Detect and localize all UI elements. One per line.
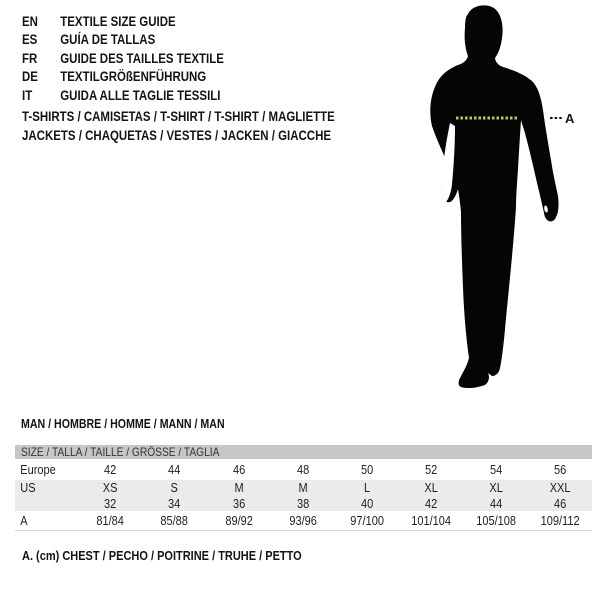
language-label: GUÍA DE TALLAS xyxy=(60,32,156,48)
language-row xyxy=(22,31,224,49)
measurement-footnote: A. (cm) CHEST / PECHO / POITRINE / TRUHE / PETTO xyxy=(22,549,302,563)
language-label: TEXTILGRÖßENFÜHRUNG xyxy=(60,69,207,85)
size-cell: 44 xyxy=(168,462,181,477)
size-cell: 54 xyxy=(489,462,502,477)
size-cell: 44 xyxy=(489,496,502,511)
size-table xyxy=(15,445,592,531)
size-cell: 56 xyxy=(553,462,566,477)
language-code: EN xyxy=(22,14,38,29)
size-cell: 36 xyxy=(232,496,245,511)
table-row-numeric xyxy=(15,496,592,511)
language-label: GUIDE DES TAILLES TEXTILE xyxy=(60,50,224,66)
language-row xyxy=(22,13,224,31)
size-cell: 46 xyxy=(553,496,566,511)
size-table-header xyxy=(15,445,592,459)
man-body-shape xyxy=(430,5,558,388)
size-cell: 38 xyxy=(296,496,309,511)
size-cell: 105/108 xyxy=(475,513,516,528)
category-line-tshirts: T-SHIRTS / CAMISETAS / T-SHIRT / T-SHIRT / MAGLIETTE xyxy=(22,109,335,124)
size-cell: 89/92 xyxy=(224,513,253,528)
language-row xyxy=(22,50,224,68)
size-cell: 34 xyxy=(168,496,181,511)
size-table-header-label: SIZE / TALLA / TAILLE / GRÖSSE / TAGLIA xyxy=(21,445,220,459)
language-row xyxy=(22,68,224,86)
size-cell: 52 xyxy=(425,462,438,477)
language-code: FR xyxy=(22,50,38,66)
size-cell: 40 xyxy=(361,496,374,511)
size-cell: 109/112 xyxy=(540,513,580,528)
size-cell: 85/88 xyxy=(160,513,189,528)
language-row xyxy=(22,87,224,105)
row-label: US xyxy=(20,481,36,495)
size-cell: M xyxy=(234,481,244,495)
language-code: ES xyxy=(22,32,38,48)
category-line-jackets: JACKETS / CHAQUETAS / VESTES / JACKEN / GIACCHE xyxy=(22,128,332,143)
language-code: IT xyxy=(22,87,33,103)
size-cell: XL xyxy=(488,481,503,495)
row-label: Europe xyxy=(20,462,56,477)
size-cell: XXL xyxy=(549,481,571,495)
size-cell: 42 xyxy=(425,496,438,511)
size-cell: 46 xyxy=(232,462,245,477)
size-cell: L xyxy=(364,481,371,495)
garment-categories xyxy=(22,107,335,145)
size-cell: 97/100 xyxy=(350,513,384,528)
size-cell: 81/84 xyxy=(96,513,124,528)
size-cell: 32 xyxy=(104,496,117,511)
language-code: DE xyxy=(22,69,38,85)
measure-a-label: A xyxy=(565,111,575,126)
size-cell: 93/96 xyxy=(289,513,317,528)
size-cell: 50 xyxy=(361,462,374,477)
size-cell: XL xyxy=(424,481,439,495)
language-label: GUIDA ALLE TAGLIE TESSILI xyxy=(60,87,221,103)
man-silhouette xyxy=(410,0,600,400)
table-row-europe xyxy=(15,459,592,480)
size-cell: 42 xyxy=(104,462,117,477)
language-label: TEXTILE SIZE GUIDE xyxy=(60,14,176,29)
language-list xyxy=(22,13,224,105)
size-cell: S xyxy=(170,481,179,495)
section-title-man: MAN / HOMBRE / HOMME / MANN / MAN xyxy=(21,417,225,431)
row-label: A xyxy=(20,513,28,528)
size-cell: 101/104 xyxy=(411,513,452,528)
size-cell: M xyxy=(298,481,308,495)
size-cell: 48 xyxy=(296,462,309,477)
table-row-us xyxy=(15,480,592,496)
size-cell: XS xyxy=(102,481,118,495)
table-row-chest-a xyxy=(15,511,592,530)
